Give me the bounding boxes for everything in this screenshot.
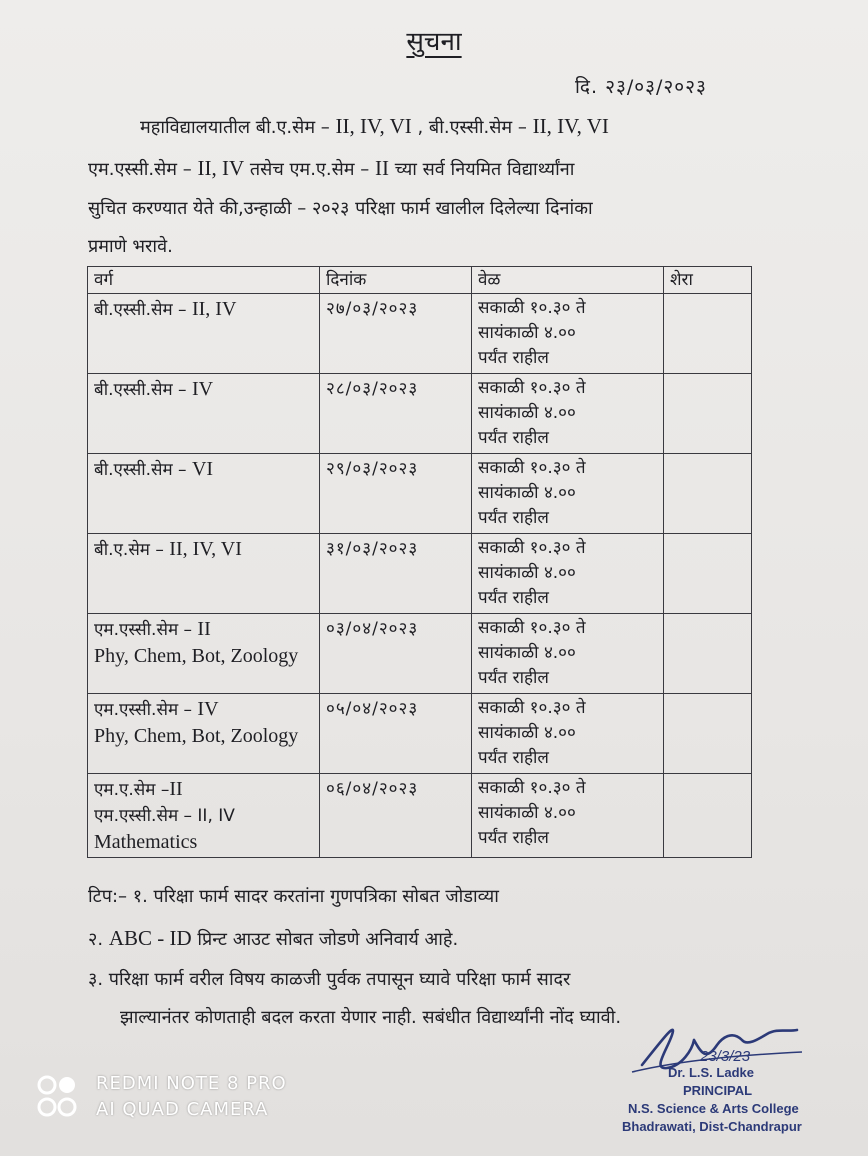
time-cell [472,294,664,374]
class-text: एम.एस्सी.सेम – [94,700,198,720]
signatory-name: Dr. L.S. Ladke [668,1065,754,1080]
time-line: पर्यंत राहील [478,668,549,688]
note-3: ३. परिक्षा फार्म वरील विषय काळजी पुर्वक तपासून घ्यावे परिक्षा फार्म सादर [88,969,571,990]
text-segment: II, IV [197,156,245,180]
class-text: बी.एस्सी.सेम – [94,460,192,480]
time-line: पर्यंत राहील [478,588,549,608]
subjects-text: Phy, Chem, Bot, Zoology [94,645,299,667]
table-row [88,774,752,858]
watermark-line-1: REDMI NOTE 8 PRO [96,1073,287,1094]
text-segment: तसेच एम.ए.सेम – [244,159,375,180]
schedule-table [87,266,752,858]
text-segment: एम.एस्सी.सेम – [88,159,198,180]
header-date: दिनांक [320,267,472,294]
class-cell [88,694,320,774]
college-place: Bhadrawati, Dist-Chandrapur [622,1119,802,1134]
class-cell [88,294,320,374]
text-segment: महाविद्यालयातील बी.ए.सेम – [140,117,336,138]
table-row [88,374,752,454]
subjects-text: Phy, Chem, Bot, Zoology [94,725,299,747]
semester-text: II, IV [191,298,237,320]
class-text: बी.ए.सेम – [94,540,170,560]
table-row [88,694,752,774]
time-line: सायंकाळी ४.०० [478,643,576,663]
signature-date: 23/3/23 [700,1048,751,1065]
date-cell: २८/०३/२०२३ [320,374,472,454]
class-cell [88,534,320,614]
text-segment: II [374,156,389,180]
time-cell [472,374,664,454]
class-text: एम.ए.सेम – [94,780,170,800]
time-line: सकाळी १०.३० ते [478,778,586,798]
text-segment: II, IV, VI [532,114,609,138]
time-line: सकाळी १०.३० ते [478,698,586,718]
signatory-role: PRINCIPAL [683,1083,753,1098]
date-cell: ०६/०४/२०२३ [320,774,472,858]
remark-cell [664,294,752,374]
text-segment: II, IV, VI [335,114,412,138]
date-cell: ०५/०४/२०२३ [320,694,472,774]
class-text: एम.एस्सी.सेम – [94,620,198,640]
time-line: पर्यंत राहील [478,428,549,448]
time-line: सायंकाळी ४.०० [478,403,576,423]
intro-line-2 [88,156,574,181]
date-cell: २९/०३/२०२३ [320,454,472,534]
header-class: वर्ग [88,267,320,294]
table-row [88,534,752,614]
date-cell: ३१/०३/२०२३ [320,534,472,614]
class-text: बी.एस्सी.सेम – [94,380,192,400]
time-line: सायंकाळी ४.०० [478,323,576,343]
time-line: सकाळी १०.३० ते [478,378,586,398]
text-segment: २. [88,929,109,950]
text-segment: प्रिन्ट आउट सोबत जोडणे अनिवार्य आहे. [191,929,459,950]
semester-text: II, IV, VI [169,538,242,560]
time-cell [472,454,664,534]
header-time: वेळ [472,267,664,294]
class-cell [88,774,320,858]
remark-cell [664,694,752,774]
date-cell: २७/०३/२०२३ [320,294,472,374]
time-line: सायंकाळी ४.०० [478,483,576,503]
time-line: पर्यंत राहील [478,508,549,528]
time-line: सकाळी १०.३० ते [478,458,586,478]
text-segment: च्या सर्व नियमित विद्यार्थ्यांना [388,159,575,180]
note-2 [88,926,458,951]
time-cell [472,774,664,858]
notice-title: सुचना [406,27,462,57]
intro-line-4: प्रमाणे भरावे. [88,236,173,257]
time-line: पर्यंत राहील [478,828,549,848]
remark-cell [664,534,752,614]
header-remark: शेरा [664,267,752,294]
semester-text: IV [197,698,219,720]
class-text: बी.एस्सी.सेम – [94,300,192,320]
class-cell [88,454,320,534]
watermark-line-2: AI QUAD CAMERA [96,1099,269,1120]
semester-text: II [169,778,183,800]
semester-text: IV [191,378,214,400]
time-line: सकाळी १०.३० ते [478,618,586,638]
time-line: सकाळी १०.३० ते [478,298,586,318]
class-cell [88,374,320,454]
table-header-row [88,267,752,294]
table-row [88,614,752,694]
date-cell: ०३/०४/२०२३ [320,614,472,694]
remark-cell [664,454,752,534]
time-line: पर्यंत राहील [478,348,549,368]
note-3-continued: झाल्यानंतर कोणताही बदल करता येणार नाही. सबंधीत विद्यार्थ्यांनी नोंद घ्यावी. [120,1007,622,1028]
note-1: टिप:– १. परिक्षा फार्म सादर करतांना गुणपत्रिका सोबत जोडाव्या [88,886,499,907]
time-line: सायंकाळी ४.०० [478,803,576,823]
intro-line-3: सुचित करण्यात येते की,उन्हाळी – २०२३ परिक्षा फार्म खालील दिलेल्या दिनांका [88,198,593,219]
text-segment: ABC - ID [108,926,192,950]
table-row [88,294,752,374]
semester-text: II [197,618,211,640]
time-line: पर्यंत राहील [478,748,549,768]
college-name: N.S. Science & Arts College [628,1101,799,1116]
subjects-text: Mathematics [94,831,198,853]
remark-cell [664,774,752,858]
time-line: सायंकाळी ४.०० [478,563,576,583]
class-text-2: एम.एस्सी.सेम – II, IV [94,806,235,826]
time-cell [472,534,664,614]
remark-cell [664,374,752,454]
intro-line-1 [140,114,609,139]
remark-cell [664,614,752,694]
table-row [88,454,752,534]
class-cell [88,614,320,694]
camera-watermark-icon [36,1074,80,1118]
notice-date: दि. २३/०३/२०२३ [575,76,707,98]
time-cell [472,614,664,694]
time-line: सकाळी १०.३० ते [478,538,586,558]
semester-text: VI [191,458,214,480]
time-line: सायंकाळी ४.०० [478,723,576,743]
time-cell [472,694,664,774]
text-segment: , बी.एस्सी.सेम – [411,117,533,138]
